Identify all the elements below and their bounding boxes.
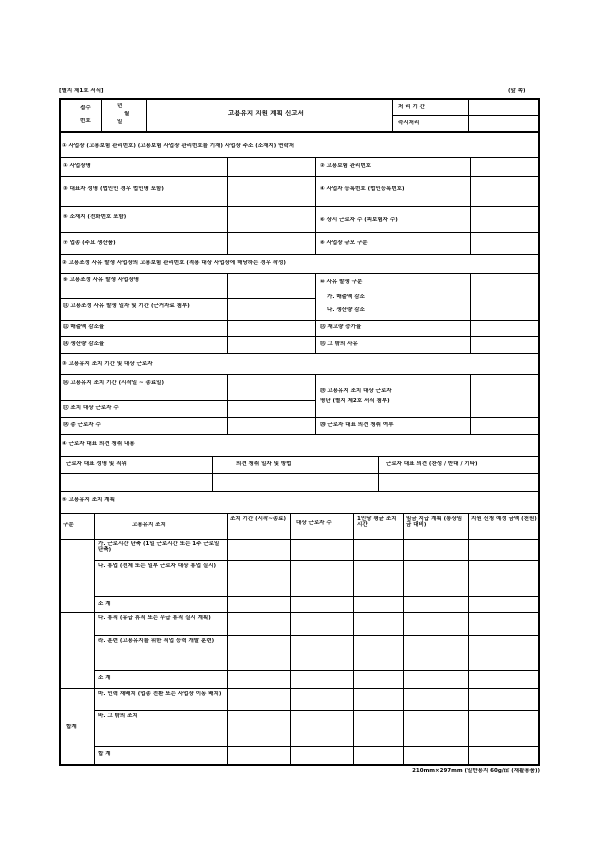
s4-col-3: 근로자 대표 의견 (찬성 / 반대 / 기타) [386, 461, 478, 467]
s1-right-2: ④ 사업자 등록번호 (법인등록번호) [320, 186, 405, 192]
date-month: 월 [124, 111, 130, 117]
processing-period-label: 처 리 기 간 [398, 104, 425, 110]
s5-h-4: 대상 근로자 수 [296, 520, 332, 526]
page-indicator: (앞 쪽) [508, 88, 526, 94]
s3-left-3: ⑱ 총 근로자 수 [63, 422, 101, 428]
reg-label-2: 번호 [80, 118, 91, 124]
s1-right-4: ⑧ 사업장 규모 구분 [320, 240, 368, 246]
g1-item-2: 나. 휴업 (전체 또는 일부 근로자 대상 휴업 실시) [98, 563, 217, 569]
processing-period-value: 즉시처리 [398, 120, 420, 126]
g3-item-1: 마. 인력 재배치 (업종 전환 또는 사업장 이동 배치) [98, 691, 222, 697]
s1-right-3: ⑥ 상시 근로자 수 (피보험자 수) [320, 217, 398, 223]
s2-right-sub-2: 나. 생산량 감소 [327, 307, 365, 313]
s2-right-4: ⑮ 그 밖의 사유 [320, 341, 358, 347]
section1-title: ① 사업장 (고용보험 관리번호) (고용보험 사업장 관리번호를 기재) 사업장 주소 (소재지) 연락처 [62, 143, 295, 149]
s2-right-sub-1: 가. 매출액 감소 [327, 294, 365, 300]
s5-h-3: 조치 기간 (시작~종료) [230, 516, 286, 522]
g2-item-2: 라. 훈련 (고용유지를 위한 직업 능력 개발 훈련) [98, 638, 215, 644]
section2-title: ② 고용조정 사유 발생 사업장의 고용보험 관리번호 (적용 대상 사업장에 해당하는 경우 작성) [62, 260, 286, 266]
s5-h-5: 1인당 평균 조치 시간 [357, 516, 397, 528]
s2-left-2: ⑪ 고용조정 사유 발생 일자 및 기간 (근거자료 첨부) [63, 303, 190, 309]
form-number: [별지 제1호 서식] [59, 88, 104, 94]
s1-right-1: ② 고용보험 관리번호 [320, 163, 371, 169]
g2-item-1: 다. 휴직 (유급 휴직 또는 무급 휴직 실시 계획) [98, 615, 211, 621]
g3-item-2: 바. 그 밖의 조치 [98, 713, 138, 719]
paper-spec-footer: 210mm×297mm (일반용지 60g/㎡ (재활용품)) [412, 768, 540, 774]
section3-title: ③ 고용유지 조치 기간 및 대상 근로자 [62, 361, 153, 367]
section5-title: ⑤ 고용유지 조치 계획 [62, 497, 115, 503]
s1-left-3: ⑤ 소재지 (전화번호 포함) [63, 214, 127, 220]
s5-h-2: 고용유지 조치 [132, 522, 166, 528]
s5-h-6: 임금 지급 계획 (통상임금 대비) [406, 516, 463, 528]
reg-label-1: 접수 [80, 105, 91, 111]
s3-left-1: ⑯ 고용유지 조치 기간 (시작일 ~ 종료일) [63, 380, 165, 386]
date-year: 년 [117, 103, 123, 109]
s3-left-2: ⑰ 조치 대상 근로자 수 [63, 405, 119, 411]
header-divider [59, 131, 540, 133]
s2-left-3: ⑫ 매출액 감소율 [63, 324, 105, 330]
s5-h-1: 구분 [63, 522, 74, 528]
s3-right-last: ⑳ 근로자 대표 의견 청취 여부 [320, 422, 394, 428]
g1-item-1: 가. 근로시간 단축 (1일 근로시간 또는 1주 근로일 단축) [98, 541, 220, 553]
s2-right-1: ⑩ 사유 발생 구분 [320, 279, 363, 285]
s1-left-2: ③ 대표자 성명 (법인인 경우 법인명 포함) [63, 186, 164, 192]
s4-col-2: 의견 청취 일자 및 방법 [236, 461, 292, 467]
s2-left-1: ⑨ 고용조정 사유 발생 사업장명 [63, 277, 140, 283]
s4-col-1: 근로자 대표 성명 및 직위 [66, 461, 127, 467]
g3-label: 합계 [66, 724, 77, 730]
form-title: 고용유지 지원 계획 신고서 [228, 110, 304, 116]
s5-h-7: 지원 신청 예정 금액 (천원) [471, 516, 537, 522]
s3-right-multi-2: 명단 (별지 제2호 서식 첨부) [320, 398, 390, 404]
s1-left-4: ⑦ 업종 (주요 생산품) [63, 240, 116, 246]
s3-right-multi-1: ⑲ 고용유지 조치 대상 근로자 [320, 388, 392, 394]
s2-right-3: ⑬ 재고량 증가율 [320, 324, 362, 330]
g2-item-3: 소 계 [98, 675, 111, 681]
section4-title: ④ 근로자 대표 의견 청취 내용 [62, 441, 135, 447]
s2-left-4: ⑭ 생산량 감소율 [63, 341, 105, 347]
g3-item-3: 합 계 [98, 751, 111, 757]
date-day: 일 [117, 119, 123, 125]
g1-item-3: 소 계 [98, 601, 111, 607]
s1-left-1: ① 사업장명 [63, 163, 91, 169]
